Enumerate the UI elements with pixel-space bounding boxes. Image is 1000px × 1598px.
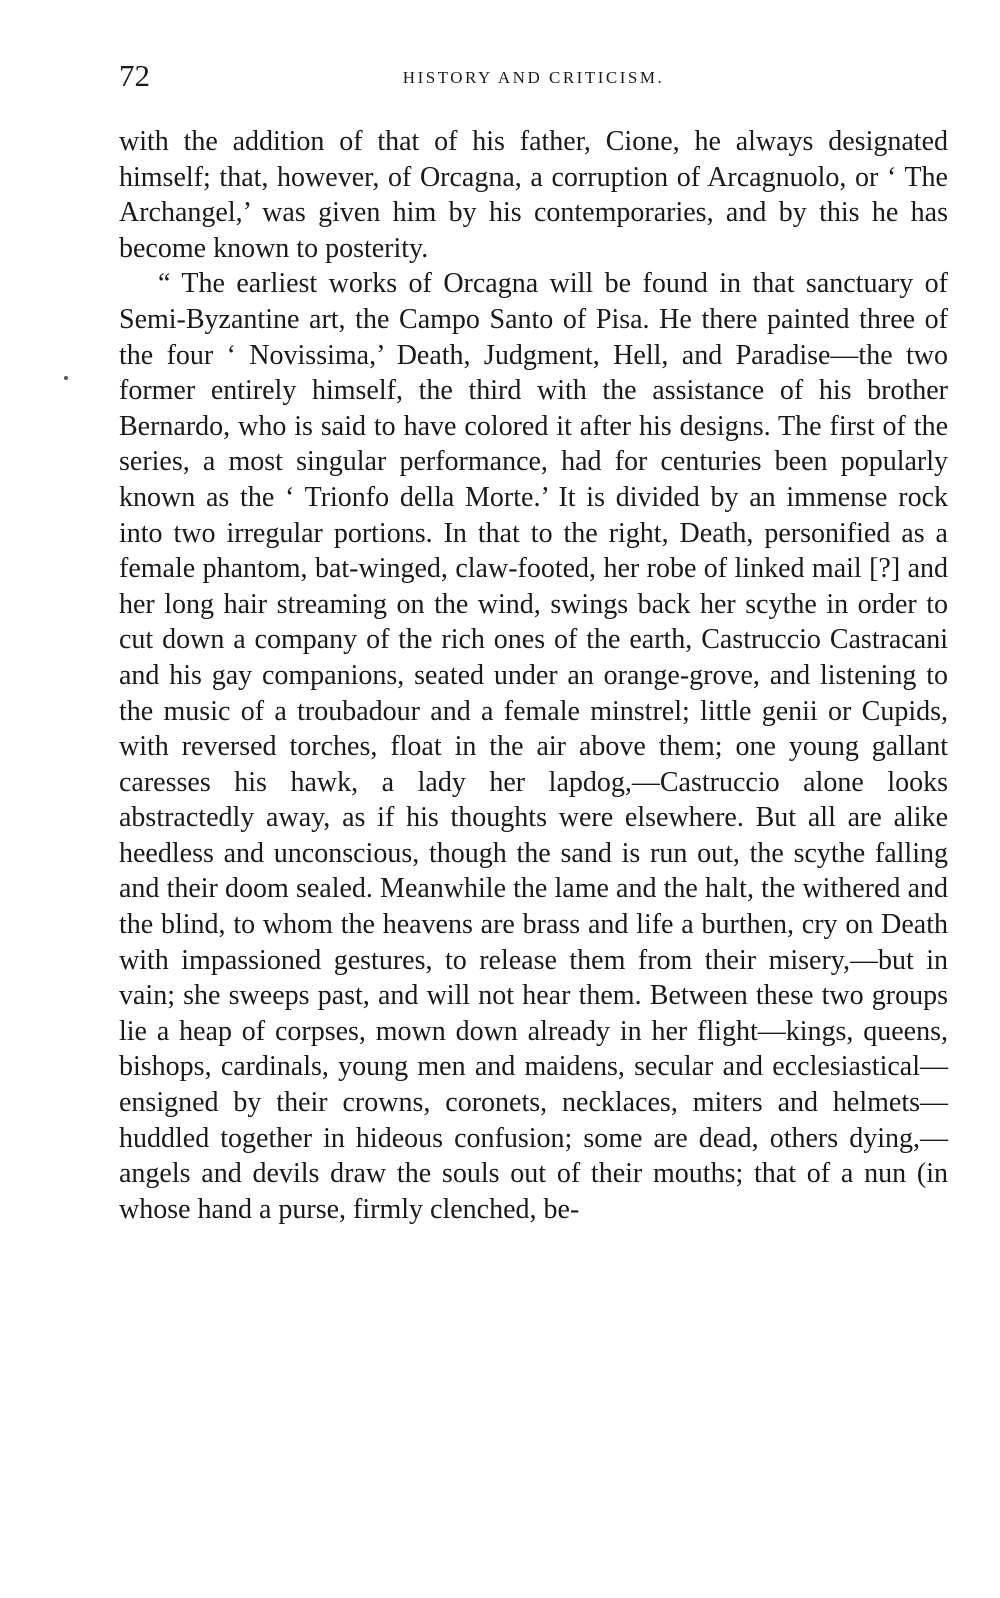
running-head: HISTORY AND CRITICISM. — [402, 68, 665, 87]
page-header — [119, 56, 948, 96]
page-number: 72 — [119, 58, 150, 93]
stray-ink-mark — [64, 376, 68, 380]
paragraph-quotation: “ The earliest works of Orcagna will be found in that sanctuary of Semi-Byzantine art, the Campo Santo of Pisa. He there painted three of the four ‘ Novissima,’ Death, Judgment, Hell, and Paradise—the two former entirely himself, the third with the assistance of his brother Bernardo, who is said to have colored it after his designs. The first of the series, a most singular performance, had for centuries been popularly known as the ‘ Trionfo della Morte.’ It is divided by an immense rock into two irregular portions. In that to the right, Death, personified as a female phantom, bat-winged, claw-footed, her robe of linked mail [?] and her long hair streaming on the wind, swings back her scythe in order to cut down a company of the rich ones of the earth, Castruccio Castracani and his gay companions, seated under an orange-grove, and listening to the music of a troubadour and a female minstrel; little genii or Cupids, with reversed torches, float in the air above them; one young gallant caresses his hawk, a lady her lapdog,—Castruccio alone looks abstractedly away, as if his thoughts were elsewhere. But all are alike heedless and unconscious, though the sand is run out, the scythe falling and their doom sealed. Meanwhile the lame and the halt, the withered and the blind, to whom the heavens are brass and life a burthen, cry on Death with impassioned gestures, to release them from their misery,—but in vain; she sweeps past, and will not hear them. Between these two groups lie a heap of corpses, mown down already in her flight—kings, queens, bishops, cardinals, young men and maidens, secular and ecclesiastical—ensigned by their crowns, coronets, necklaces, miters and helmets—huddled together in hideous confusion; some are dead, others dying,—angels and devils draw the souls out of their mouths; that of a nun (in whose hand a purse, firmly clenched, be- — [119, 268, 948, 1225]
paragraph-continued: with the addition of that of his father, Cione, he always designated himself; that, however, of Orcagna, a corruption of Arcagnuolo, or ‘ The Archangel,’ was given him by his contemporaries, and by this he has become known to posterity. — [119, 126, 948, 264]
body-text — [119, 124, 948, 1227]
